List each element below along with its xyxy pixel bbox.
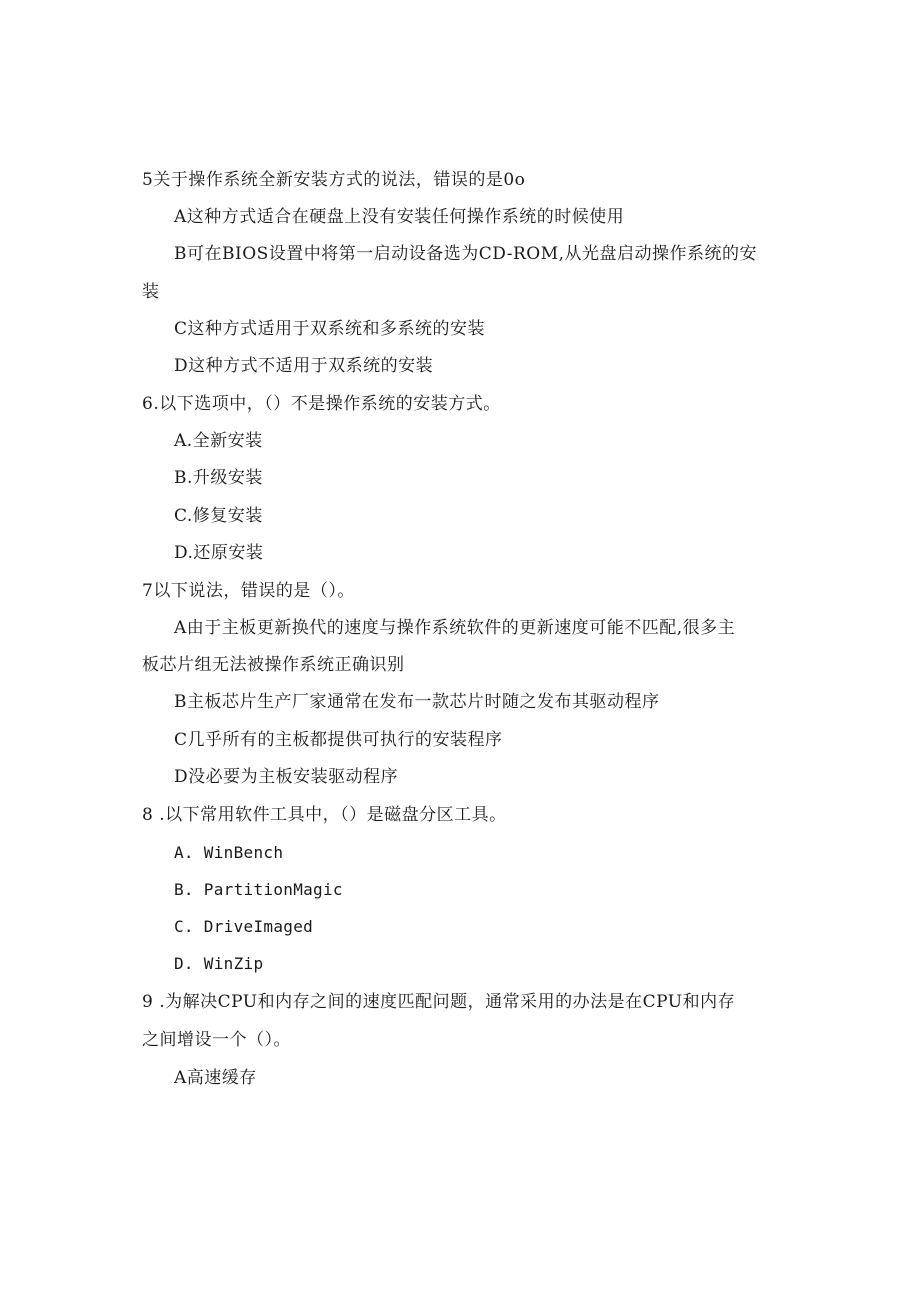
question-8-option-d: D. WinZip [174,954,264,973]
question-6-option-b: B.升级安装 [174,468,263,488]
question-7-stem: 7以下说法，错误的是（）。 [142,581,355,601]
question-7-option-d: D没必要为主板安装驱动程序 [174,767,399,787]
question-6-option-d: D.还原安装 [174,543,264,563]
question-6-stem: 6.以下选项中，（）不是操作系统的安装方式。 [142,394,501,414]
question-5-option-b-cont: 装 [142,282,160,302]
question-7-option-a: A由于主板更新换代的速度与操作系统软件的更新速度可能不匹配,很多主 [174,618,736,638]
question-7-option-b: B主板芯片生产厂家通常在发布一款芯片时随之发布其驱动程序 [174,692,660,712]
question-8-option-a: A. WinBench [174,843,284,862]
question-5-option-c: C这种方式适用于双系统和多系统的安装 [174,319,486,339]
question-8-option-b: B. PartitionMagic [174,880,343,899]
question-9-stem-cont: 之间增设一个（）。 [142,1030,291,1050]
question-5-option-a: A这种方式适合在硬盘上没有安装任何操作系统的时候使用 [174,207,625,227]
question-8-option-c: C. DriveImaged [174,917,314,936]
question-8-stem: 8 .以下常用软件工具中，（）是磁盘分区工具。 [142,805,507,825]
question-5-stem: 5关于操作系统全新安装方式的说法，错误的是0o [142,170,526,190]
question-5-option-d: D这种方式不适用于双系统的安装 [174,356,434,376]
question-9-stem: 9 .为解决CPU和内存之间的速度匹配问题，通常采用的办法是在CPU和内存 [142,992,736,1012]
question-5-option-b: B可在BIOS设置中将第一启动设备选为CD-ROM,从光盘启动操作系统的安 [174,244,758,264]
question-9-option-a: A高速缓存 [174,1068,257,1088]
question-7-option-a-cont: 板芯片组无法被操作系统正确识别 [142,655,405,675]
question-7-option-c: C几乎所有的主板都提供可执行的安装程序 [174,730,503,750]
question-6-option-a: A.全新安装 [174,431,263,451]
question-6-option-c: C.修复安装 [174,506,263,526]
